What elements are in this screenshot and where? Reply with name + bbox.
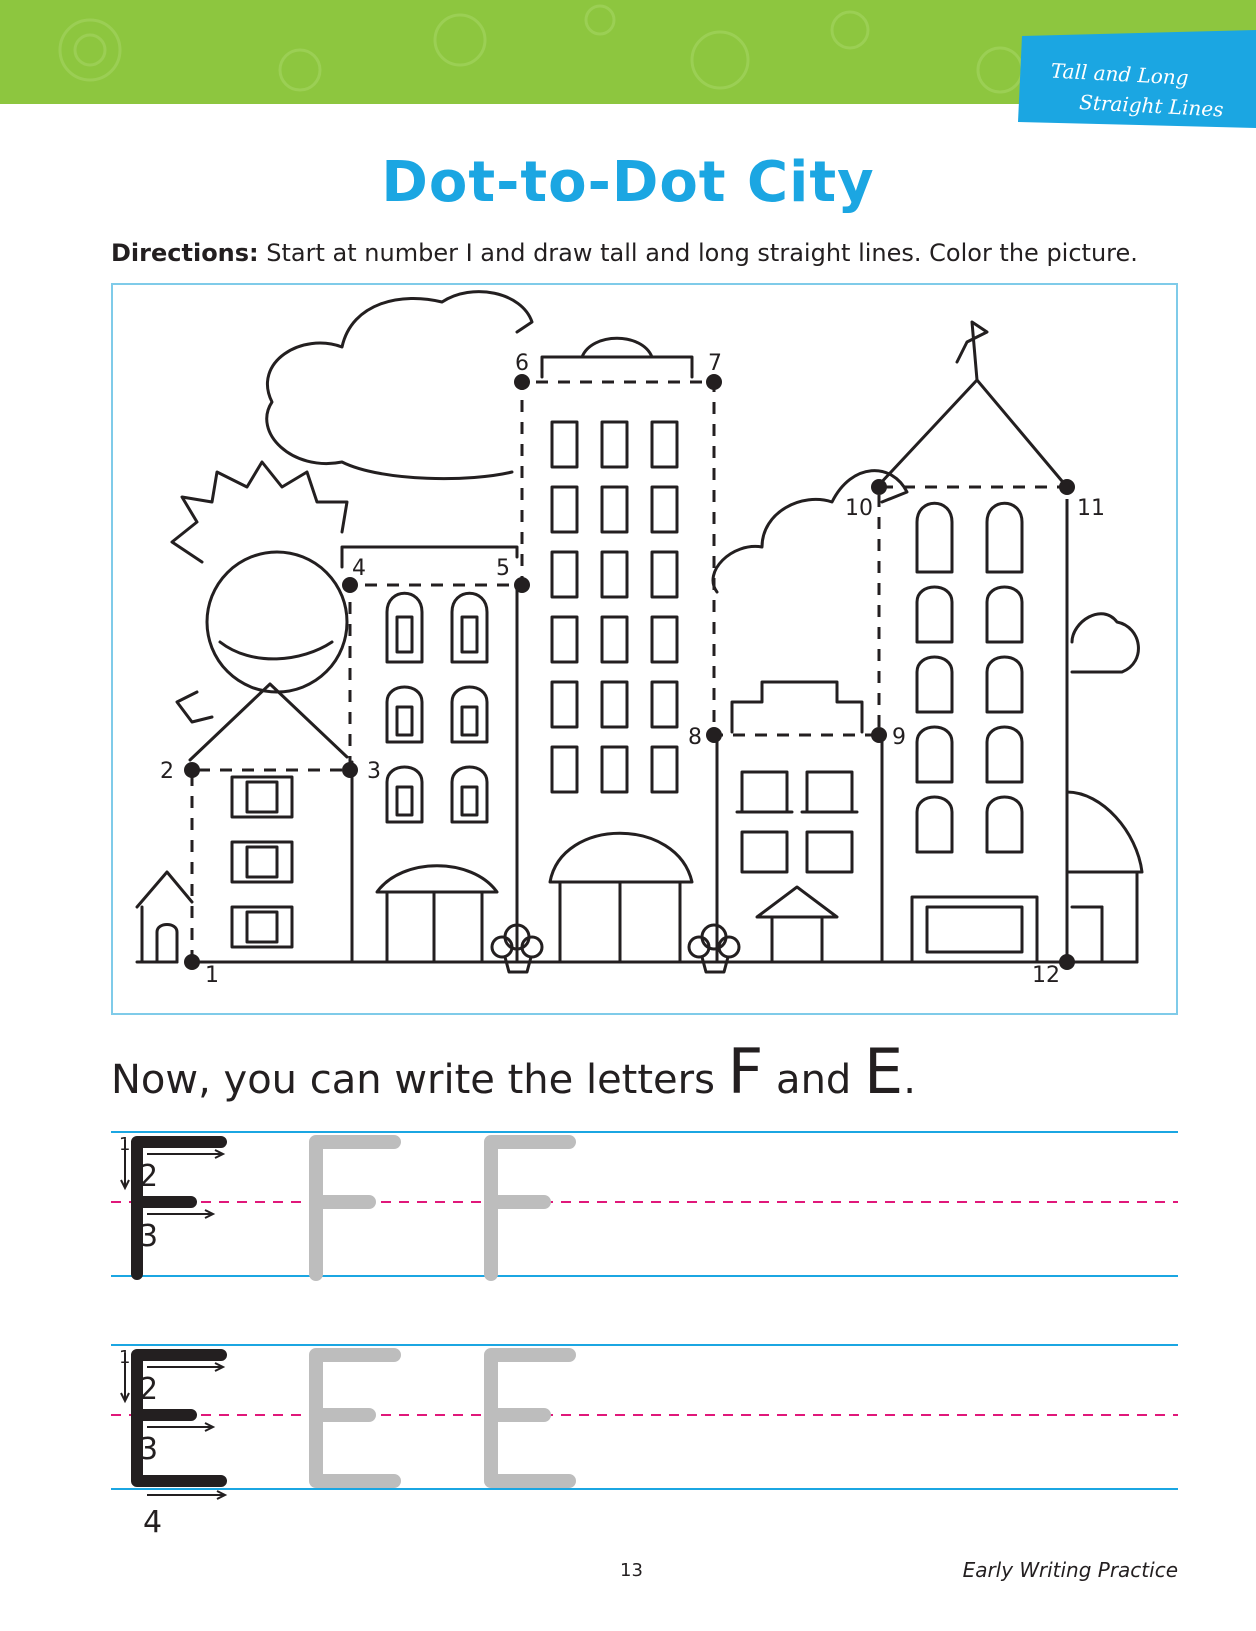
stroke-number-2: 2 xyxy=(139,1159,159,1194)
page-title: Dot-to-Dot City xyxy=(381,150,875,215)
book-title: Early Writing Practice xyxy=(962,1558,1178,1582)
dot-label-12: 12 xyxy=(1032,963,1060,988)
dot-label-4: 4 xyxy=(352,556,366,581)
stroke-number-3: 3 xyxy=(139,1432,159,1467)
practice-row-e[interactable] xyxy=(111,1343,1178,1503)
prompt-text: Now, you can write the letters xyxy=(111,1057,728,1103)
dot-label-9: 9 xyxy=(892,725,906,750)
prompt-letter-e: E xyxy=(864,1035,904,1108)
prompt-period: . xyxy=(903,1057,916,1103)
dot-label-5: 5 xyxy=(496,556,510,581)
dot-label-1: 1 xyxy=(205,963,219,988)
model-letter-e xyxy=(119,1347,225,1499)
practice-row-f[interactable] xyxy=(111,1130,1178,1290)
stroke-number-4: 4 xyxy=(143,1505,163,1540)
prompt-letter-f: F xyxy=(727,1035,764,1108)
dot-label-6: 6 xyxy=(515,351,529,376)
stroke-number-2: 2 xyxy=(139,1372,159,1407)
stroke-number-1: 1 xyxy=(119,1347,131,1368)
dot-label-7: 7 xyxy=(708,351,722,376)
tab-line-2: Straight Lines xyxy=(1078,90,1225,122)
page-number: 13 xyxy=(620,1560,643,1581)
trace-letter-e-1[interactable] xyxy=(316,1355,394,1481)
dot-label-11: 11 xyxy=(1077,496,1105,521)
dot-label-8: 8 xyxy=(688,725,702,750)
prompt-text-and: and xyxy=(763,1057,865,1103)
directions-label: Directions: xyxy=(111,239,259,267)
dot-to-dot-picture xyxy=(111,283,1178,1015)
dot-label-10: 10 xyxy=(845,496,873,521)
stroke-number-3: 3 xyxy=(139,1219,159,1254)
writing-prompt xyxy=(111,1035,916,1108)
city-illustration xyxy=(113,285,1176,1013)
model-letter-f xyxy=(119,1134,223,1274)
directions xyxy=(111,239,1138,267)
dot-label-3: 3 xyxy=(367,759,381,784)
tab-line-1: Tall and Long xyxy=(1050,58,1190,90)
stroke-number-1: 1 xyxy=(119,1134,131,1155)
trace-letter-e-2[interactable] xyxy=(491,1355,569,1481)
directions-text: Start at number I and draw tall and long straight lines. Color the picture. xyxy=(258,239,1138,267)
trace-letter-f-2[interactable] xyxy=(491,1142,569,1274)
trace-letter-f-1[interactable] xyxy=(316,1142,394,1274)
dot-label-2: 2 xyxy=(160,759,174,784)
section-tab xyxy=(1018,30,1256,130)
